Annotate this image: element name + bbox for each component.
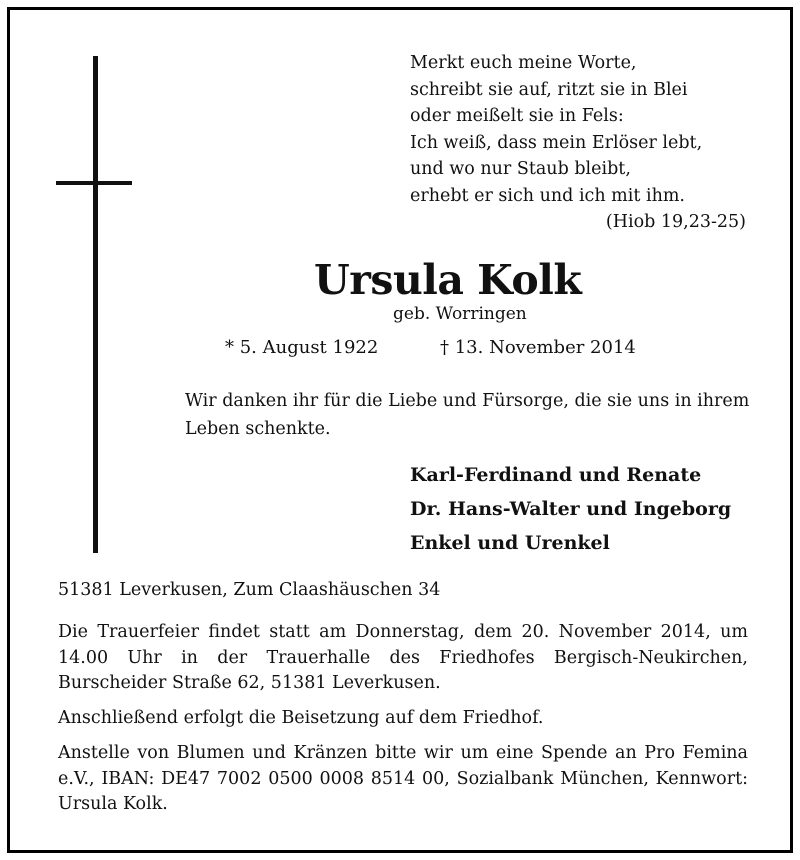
verse-line: oder meißelt sie in Fels: bbox=[410, 106, 624, 126]
family-member: Enkel und Urenkel bbox=[410, 532, 610, 554]
family-list bbox=[410, 458, 731, 560]
funeral-info: Die Trauerfeier findet statt am Donnerstag, dem 20. November 2014, um 14.00 Uhr in der Trauerhalle des Friedhofes Bergisch-Neukirchen, Burscheider Straße 62, 51381 Leverkusen. bbox=[58, 622, 748, 693]
deceased-name: Ursula Kolk bbox=[314, 256, 582, 304]
birth-date: * 5. August 1922 bbox=[225, 337, 379, 358]
bible-verse bbox=[410, 50, 750, 236]
family-member: Dr. Hans-Walter und Ingeborg bbox=[410, 498, 732, 520]
obituary-notice bbox=[7, 7, 793, 853]
cross-icon bbox=[93, 56, 98, 553]
verse-line: und wo nur Staub bleibt, bbox=[410, 159, 631, 179]
verse-line: Merkt euch meine Worte, bbox=[410, 53, 637, 73]
cross-icon-bar bbox=[56, 181, 132, 185]
thanks-text: Wir danken ihr für die Liebe und Fürsorge, die sie uns in ihrem Leben schenkte. bbox=[185, 391, 750, 439]
birth-name: geb. Worringen bbox=[393, 304, 527, 324]
verse-reference: (Hiob 19,23-25) bbox=[605, 212, 746, 232]
verse-line: erhebt er sich und ich mit ihm. bbox=[410, 185, 685, 206]
verse-line: Ich weiß, dass mein Erlöser lebt, bbox=[410, 132, 703, 153]
burial-info: Anschließend erfolgt die Beisetzung auf dem Friedhof. bbox=[58, 708, 544, 728]
family-member: Karl-Ferdinand und Renate bbox=[410, 464, 702, 486]
death-date: † 13. November 2014 bbox=[440, 337, 636, 358]
address: 51381 Leverkusen, Zum Claashäuschen 34 bbox=[58, 580, 441, 600]
verse-line: schreibt sie auf, ritzt sie in Blei bbox=[410, 79, 688, 100]
donation-info: Anstelle von Blumen und Kränzen bitte wir um eine Spende an Pro Femina e.V., IBAN: DE47 7002 0500 0008 8514 00, Sozialbank München, Kennwort: Ursula Kolk. bbox=[58, 743, 748, 814]
